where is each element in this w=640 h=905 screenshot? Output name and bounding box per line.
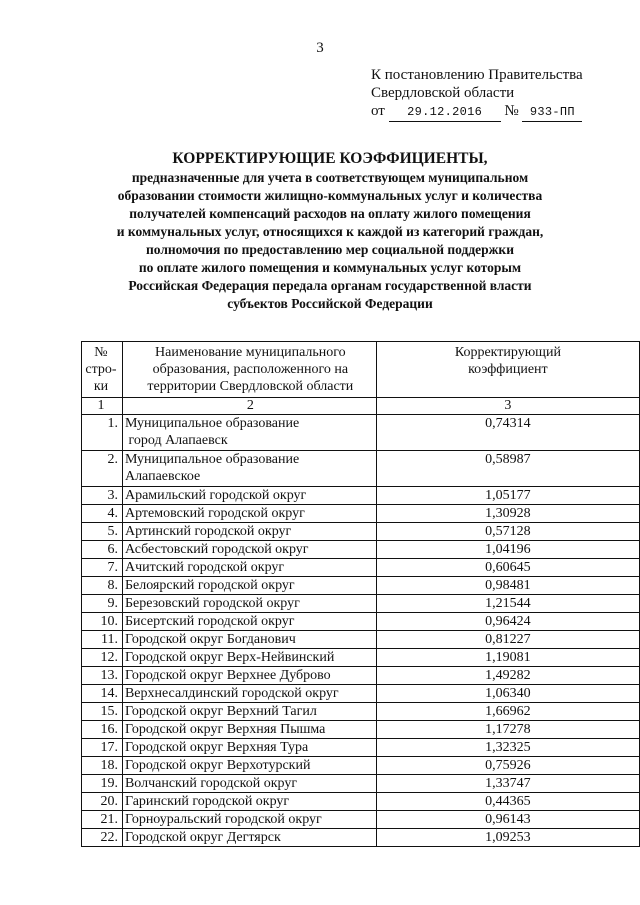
table-header-row	[82, 342, 640, 398]
coefficient-value: 1,09253	[376, 829, 639, 847]
row-number: 22.	[82, 829, 123, 847]
municipality-name	[122, 793, 376, 811]
title-main: КОРРЕКТИРУЮЩИЕ КОЭФФИЦИЕНТЫ,	[172, 150, 488, 167]
row-number: 2.	[82, 451, 123, 487]
coefficient-value: 0,81227	[376, 631, 639, 649]
row-number: 12.	[82, 649, 123, 667]
coefficient-value: 0,57128	[376, 523, 639, 541]
row-number: 14.	[82, 685, 123, 703]
coefficient-value: 0,58987	[376, 451, 639, 487]
municipality-name-line: Горноуральский городской округ	[124, 812, 322, 827]
row-number: 18.	[82, 757, 123, 775]
municipality-name	[122, 631, 376, 649]
table-row	[82, 487, 640, 505]
table-row	[82, 559, 640, 577]
municipality-name-line: Верхнесалдинский городской округ	[124, 686, 339, 701]
table-row	[82, 721, 640, 739]
table-row	[82, 505, 640, 523]
header-num: № стро- ки	[82, 342, 123, 398]
coefficient-value: 1,30928	[376, 505, 639, 523]
municipality-name-line: Артемовский городской округ	[124, 506, 305, 521]
municipality-name-line: Белоярский городской округ	[124, 578, 295, 593]
table-row	[82, 793, 640, 811]
municipality-name	[122, 739, 376, 757]
coefficient-value: 1,21544	[376, 595, 639, 613]
table-row	[82, 649, 640, 667]
document-title	[80, 150, 580, 313]
municipality-name-line: Городской округ Верхотурский	[124, 758, 311, 773]
table-row	[82, 703, 640, 721]
table-row	[82, 613, 640, 631]
municipality-name	[122, 685, 376, 703]
header-name: Наименование муниципального образования, расположенного на территории Свердловской области	[122, 342, 376, 398]
municipality-name-line: Муниципальное образование	[124, 452, 300, 467]
coefficient-value: 0,96424	[376, 613, 639, 631]
row-number: 7.	[82, 559, 123, 577]
municipality-name	[122, 523, 376, 541]
table-row	[82, 811, 640, 829]
municipality-name-line: Городской округ Верхний Тагил	[124, 704, 317, 719]
municipality-name	[122, 595, 376, 613]
municipality-name-line: Алапаевское	[124, 469, 201, 484]
row-number: 17.	[82, 739, 123, 757]
coefficient-value: 1,33747	[376, 775, 639, 793]
municipality-name	[122, 505, 376, 523]
annex-from-label: от	[371, 103, 385, 119]
coefficient-value: 1,32325	[376, 739, 639, 757]
table-row	[82, 523, 640, 541]
table-row	[82, 577, 640, 595]
municipality-name-line: город Алапаевск	[124, 433, 228, 448]
coefficient-value: 1,04196	[376, 541, 639, 559]
coefficient-value: 0,44365	[376, 793, 639, 811]
row-number: 9.	[82, 595, 123, 613]
table-row	[82, 667, 640, 685]
row-number: 13.	[82, 667, 123, 685]
table-row	[82, 739, 640, 757]
municipality-name	[122, 649, 376, 667]
municipality-name-line: Артинский городской округ	[124, 524, 292, 539]
coefficient-value: 0,98481	[376, 577, 639, 595]
row-number: 10.	[82, 613, 123, 631]
table-row	[82, 829, 640, 847]
row-number: 4.	[82, 505, 123, 523]
column-index-2: 2	[122, 398, 376, 415]
municipality-name	[122, 559, 376, 577]
table-row	[82, 541, 640, 559]
municipality-name	[122, 541, 376, 559]
municipality-name	[122, 613, 376, 631]
municipality-name	[122, 721, 376, 739]
municipality-name-line: Городской округ Верхняя Тура	[124, 740, 309, 755]
title-line: и коммунальных услуг, относящихся к каждой из категорий граждан,	[116, 224, 544, 239]
municipality-name-line: Городской округ Верхняя Пышма	[124, 722, 326, 737]
annex-number-label: №	[504, 103, 519, 119]
title-description	[80, 169, 580, 313]
annex-line-resolution: К постановлению Правительства	[371, 67, 583, 83]
table-row	[82, 631, 640, 649]
municipality-name-line: Ачитский городской округ	[124, 560, 285, 575]
municipality-name-line: Городской округ Дегтярск	[124, 830, 281, 845]
municipality-name-line: Муниципальное образование	[124, 416, 300, 431]
title-line: субъектов Российской Федерации	[227, 296, 433, 311]
coefficient-value: 1,49282	[376, 667, 639, 685]
municipality-name	[122, 811, 376, 829]
municipality-name-line: Городской округ Верх-Нейвинский	[124, 650, 335, 665]
column-index-1: 1	[82, 398, 123, 415]
row-number: 19.	[82, 775, 123, 793]
title-line: полномочия по предоставлению мер социальной поддержки	[145, 242, 514, 257]
row-number: 20.	[82, 793, 123, 811]
coefficient-value: 1,06340	[376, 685, 639, 703]
page-number: 3	[316, 40, 324, 56]
municipality-name	[122, 703, 376, 721]
row-number: 16.	[82, 721, 123, 739]
annex-header	[371, 66, 583, 122]
municipality-name-line: Асбестовский городской округ	[124, 542, 309, 557]
coefficients-table	[81, 341, 640, 847]
annex-date-line	[371, 102, 583, 122]
table-row	[82, 757, 640, 775]
table-row	[82, 685, 640, 703]
title-line: предназначенные для учета в соответствующем муниципальном	[131, 170, 529, 185]
table-row	[82, 775, 640, 793]
column-index-3: 3	[376, 398, 639, 415]
municipality-name-line: Арамильский городской округ	[124, 488, 307, 503]
title-line: Российская Федерация передала органам государственной власти	[128, 278, 532, 293]
municipality-name-line: Городской округ Богданович	[124, 632, 296, 647]
coefficient-value: 1,05177	[376, 487, 639, 505]
municipality-name-line: Гаринский городской округ	[124, 794, 290, 809]
municipality-name-line: Бисертский городской округ	[124, 614, 295, 629]
coefficient-value: 1,19081	[376, 649, 639, 667]
municipality-name	[122, 451, 376, 487]
municipality-name-line: Городской округ Верхнее Дуброво	[124, 668, 331, 683]
municipality-name-line: Волчанский городской округ	[124, 776, 298, 791]
coefficient-value: 0,74314	[376, 415, 639, 451]
row-number: 21.	[82, 811, 123, 829]
column-index-row	[82, 398, 640, 415]
table-row	[82, 415, 640, 451]
municipality-name	[122, 487, 376, 505]
title-line: по оплате жилого помещения и коммунальных услуг которым	[138, 260, 522, 275]
annex-date: 29.12.2016	[389, 103, 501, 122]
row-number: 11.	[82, 631, 123, 649]
table-row	[82, 595, 640, 613]
annex-number: 933-ПП	[522, 103, 582, 122]
municipality-name	[122, 415, 376, 451]
row-number: 3.	[82, 487, 123, 505]
row-number: 6.	[82, 541, 123, 559]
coefficient-value: 0,96143	[376, 811, 639, 829]
coefficient-value: 1,17278	[376, 721, 639, 739]
title-line: получателей компенсаций расходов на оплату жилого помещения	[129, 206, 531, 221]
municipality-name	[122, 667, 376, 685]
row-number: 8.	[82, 577, 123, 595]
municipality-name	[122, 775, 376, 793]
municipality-name	[122, 757, 376, 775]
coefficient-value: 0,60645	[376, 559, 639, 577]
row-number: 15.	[82, 703, 123, 721]
header-value: Корректирующий коэффициент	[376, 342, 639, 398]
row-number: 5.	[82, 523, 123, 541]
coefficient-value: 1,66962	[376, 703, 639, 721]
municipality-name	[122, 577, 376, 595]
municipality-name	[122, 829, 376, 847]
row-number: 1.	[82, 415, 123, 451]
annex-line-region: Свердловской области	[371, 85, 515, 101]
municipality-name-line: Березовский городской округ	[124, 596, 300, 611]
table-row	[82, 451, 640, 487]
title-line: образовании стоимости жилищно-коммунальных услуг и количества	[117, 188, 543, 203]
coefficient-value: 0,75926	[376, 757, 639, 775]
